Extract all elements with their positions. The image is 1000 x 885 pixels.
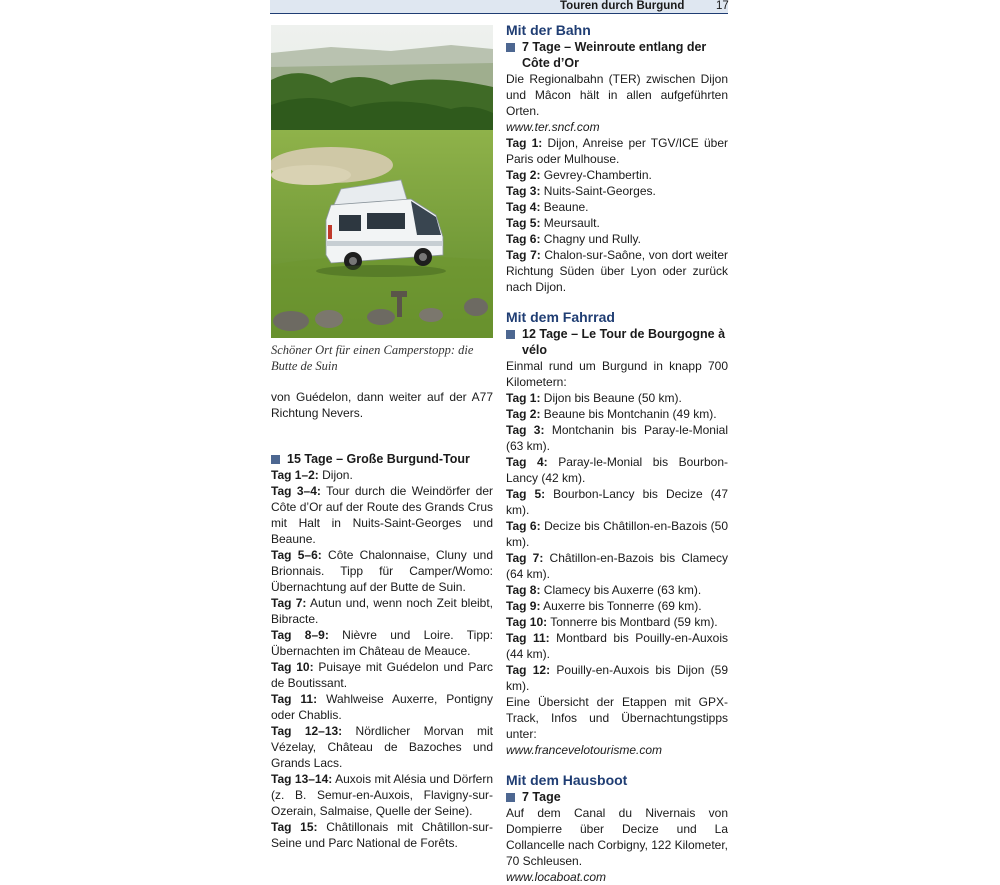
day-item: Tag 13–14: Auxois mit Alésia und Dörfern (z. B. Semur-en-Auxois, Flavigny-sur-Ozerain, Salmaise, Quelle der Seine).: [271, 772, 493, 818]
camper-photo: [271, 25, 493, 338]
hausboot-link[interactable]: www.locaboat.com: [506, 870, 607, 884]
fahrrad-outro: Eine Übersicht der Etappen mit GPX-Track, Infos und Übernachtungstipps unter:: [506, 695, 728, 741]
hausboot-text: Auf dem Canal du Nivernais von Dompierre über Decize und La Collancelle nach Corbigny, 122 Kilometer, 70 Schleusen.: [506, 806, 728, 868]
left-column: [271, 389, 493, 851]
day-item: Tag 4: Paray-le-Monial bis Bourbon-Lancy (42 km).: [506, 455, 728, 485]
day-list-fahrrad: [506, 390, 728, 694]
camper-photo-illustration: [271, 25, 493, 338]
photo-caption: Schöner Ort für einen Camperstopp: die Butte de Suin: [271, 343, 474, 373]
day-item: Tag 3: Montchanin bis Paray-le-Monial (63 km).: [506, 423, 728, 453]
fahrrad-link[interactable]: www.francevelotourisme.com: [506, 743, 663, 757]
day-item: Tag 11: Wahlweise Auxerre, Pontigny oder Chablis.: [271, 692, 493, 722]
bahn-link[interactable]: www.ter.sncf.com: [506, 120, 600, 134]
day-item: Tag 11: Montbard bis Pouilly-en-Auxois (44 km).: [506, 631, 728, 661]
route-title-15-days: 15 Tage – Große Burgund-Tour: [271, 451, 493, 467]
route-title-hausboot: 7 Tage: [506, 789, 728, 805]
square-bullet-icon: [506, 43, 515, 52]
route-title-bahn: 7 Tage – Weinroute entlang der Côte d’Or: [506, 39, 728, 71]
day-item: Tag 1–2: Dijon.: [271, 468, 353, 482]
day-list-bahn: [506, 135, 728, 295]
section-heading-fahrrad: Mit dem Fahrrad: [506, 309, 615, 325]
day-item: Tag 3–4: Tour durch die Weindörfer der Côte d’Or auf der Route des Grands Crus mit Halt in Nuits-Saint-Georges und Beaune.: [271, 484, 493, 546]
square-bullet-icon: [271, 455, 280, 464]
day-item: Tag 7: Autun und, wenn noch Zeit bleibt, Bibracte.: [271, 596, 493, 626]
fahrrad-intro: Einmal rund um Burgund in knapp 700 Kilometern:: [506, 359, 728, 389]
day-item: Tag 12: Pouilly-en-Auxois bis Dijon (59 km).: [506, 663, 729, 693]
day-item: Tag 7: Châtillon-en-Bazois bis Clamecy (64 km).: [506, 551, 728, 581]
route-title-fahrrad: 12 Tage – Le Tour de Bourgogne à vélo: [506, 326, 728, 358]
day-item: Tag 6: Chagny und Rully.: [506, 232, 641, 246]
day-item: Tag 12–13: Nördlicher Morvan mit Vézelay, Château de Bazoches und Grands Lacs.: [271, 724, 493, 770]
day-item: Tag 9: Auxerre bis Tonnerre (69 km).: [506, 599, 702, 613]
right-column: [506, 22, 728, 885]
day-item: Tag 2: Gevrey-Chambertin.: [506, 168, 652, 182]
day-item: Tag 10: Puisaye mit Guédelon und Parc de Boutissant.: [271, 660, 493, 690]
day-item: Tag 5–6: Côte Chalonnaise, Cluny und Brionnais. Tipp für Camper/Womo: Übernachtung auf der Butte de Suin.: [271, 548, 493, 594]
day-item: Tag 5: Bourbon-Lancy bis Decize (47 km).: [506, 487, 728, 517]
day-item: Tag 6: Decize bis Châtillon-en-Bazois (50 km).: [506, 519, 728, 549]
day-item: Tag 15: Châtillonais mit Châtillon-sur-Seine und Parc National de Forêts.: [271, 820, 493, 850]
running-header-rule: [270, 13, 728, 14]
day-item: Tag 4: Beaune.: [506, 200, 589, 214]
running-header-title: Touren durch Burgund: [560, 0, 685, 12]
section-heading-bahn: Mit der Bahn: [506, 22, 591, 38]
square-bullet-icon: [506, 330, 515, 339]
day-item: Tag 2: Beaune bis Montchanin (49 km).: [506, 407, 717, 421]
intro-continuation: von Guédelon, dann weiter auf der A77 Richtung Nevers.: [271, 390, 493, 420]
day-item: Tag 10: Tonnerre bis Montbard (59 km).: [506, 615, 718, 629]
day-item: Tag 5: Meursault.: [506, 216, 600, 230]
day-item: Tag 7: Chalon-sur-Saône, von dort weiter Richtung Süden über Lyon oder zurück nach Dijon.: [506, 248, 729, 294]
bahn-intro: Die Regionalbahn (TER) zwischen Dijon und Mâcon hält in allen aufgeführten Orten.: [506, 72, 728, 118]
section-heading-hausboot: Mit dem Hausboot: [506, 772, 628, 788]
page-number: 17: [716, 0, 729, 12]
day-item: Tag 8: Clamecy bis Auxerre (63 km).: [506, 583, 702, 597]
day-item: Tag 1: Dijon, Anreise per TGV/ICE über Paris oder Mulhouse.: [506, 136, 729, 166]
day-item: Tag 3: Nuits-Saint-Georges.: [506, 184, 656, 198]
day-item: Tag 8–9: Nièvre und Loire. Tipp: Übernachten im Château de Meauce.: [271, 628, 493, 658]
day-list-15: [271, 467, 493, 851]
day-item: Tag 1: Dijon bis Beaune (50 km).: [506, 391, 682, 405]
square-bullet-icon: [506, 793, 515, 802]
